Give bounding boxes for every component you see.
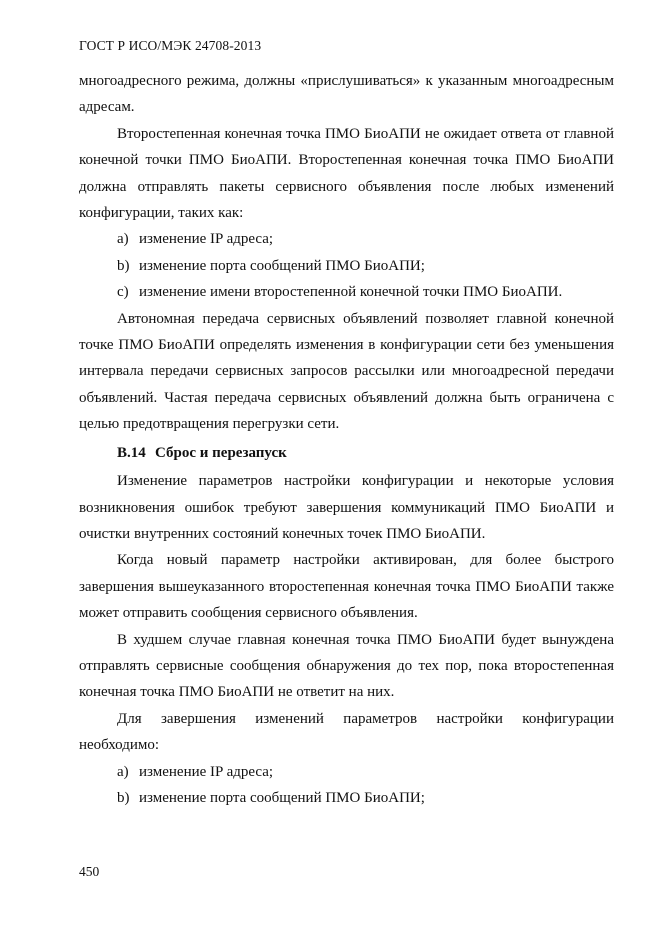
- paragraph-completion: Для завершения изменений параметров настройки конфигурации необходимо:: [79, 710, 614, 754]
- list-marker: b): [117, 257, 130, 274]
- list-marker: b): [117, 789, 130, 806]
- list-item: [79, 226, 614, 252]
- paragraph-new-parameter: Когда новый параметр настройки активирован, для более быстрого завершения вышеуказанного второстепенная конечная точка ПМО БиоАПИ также может отправить сообщения сервисного объявления.: [79, 552, 614, 622]
- document-body: [79, 68, 614, 811]
- page-header: ГОСТ Р ИСО/МЭК 24708-2013: [79, 38, 262, 53]
- list-item-text: изменение порта сообщений ПМО БиоАПИ;: [139, 789, 425, 806]
- list-item: [79, 253, 614, 279]
- section-heading: [79, 440, 614, 466]
- section-number: B.14: [117, 444, 146, 461]
- list-item-text: изменение имени второстепенной конечной точки ПМО БиоАПИ.: [139, 284, 563, 301]
- list-item-text: изменение порта сообщений ПМО БиоАПИ;: [139, 257, 425, 274]
- list-marker: c): [117, 284, 129, 301]
- paragraph-worst-case: В худшем случае главная конечная точка ПМО БиоАПИ будет вынуждена отправлять сервисные сообщения обнаружения до тех пор, пока второстепенная конечная точка ПМО БиоАПИ не ответит на них.: [79, 631, 614, 701]
- list-marker: a): [117, 231, 129, 248]
- paragraph-continued: многоадресного режима, должны «прислушиваться» к указанным многоадресным адресам.: [79, 73, 614, 116]
- page-number: 450: [79, 864, 100, 879]
- list-item: [79, 279, 614, 305]
- list-item: [79, 785, 614, 811]
- paragraph-autonomous-transmission: Автономная передача сервисных объявлений позволяет главной конечной точке ПМО БиоАПИ определять изменения в конфигурации сети без уменьшения интервала передачи сервисных запросов рассылки или многоадресной передачи объявлений. Частая передача сервисных объявлений должна быть ограничена с целью предотвращения перегрузки сети.: [79, 310, 614, 433]
- list-marker: a): [117, 763, 129, 780]
- paragraph-secondary-endpoint: Второстепенная конечная точка ПМО БиоАПИ не ожидает ответа от главной конечной точки ПМО БиоАПИ. Второстепенная конечная точка ПМО БиоАПИ должна отправлять пакеты сервисного объявления после любых изменений конфигурации, таких как:: [79, 125, 614, 222]
- list-item-text: изменение IP адреса;: [139, 763, 274, 780]
- paragraph-parameter-change: Изменение параметров настройки конфигурации и некоторые условия возникновения ошибок требуют завершения коммуникаций ПМО БиоАПИ и очистки внутренних состояний конечных точек ПМО БиоАПИ.: [79, 473, 614, 542]
- list-item-text: изменение IP адреса;: [139, 231, 274, 248]
- section-title: Сброс и перезапуск: [155, 444, 287, 461]
- list-item: [79, 759, 614, 785]
